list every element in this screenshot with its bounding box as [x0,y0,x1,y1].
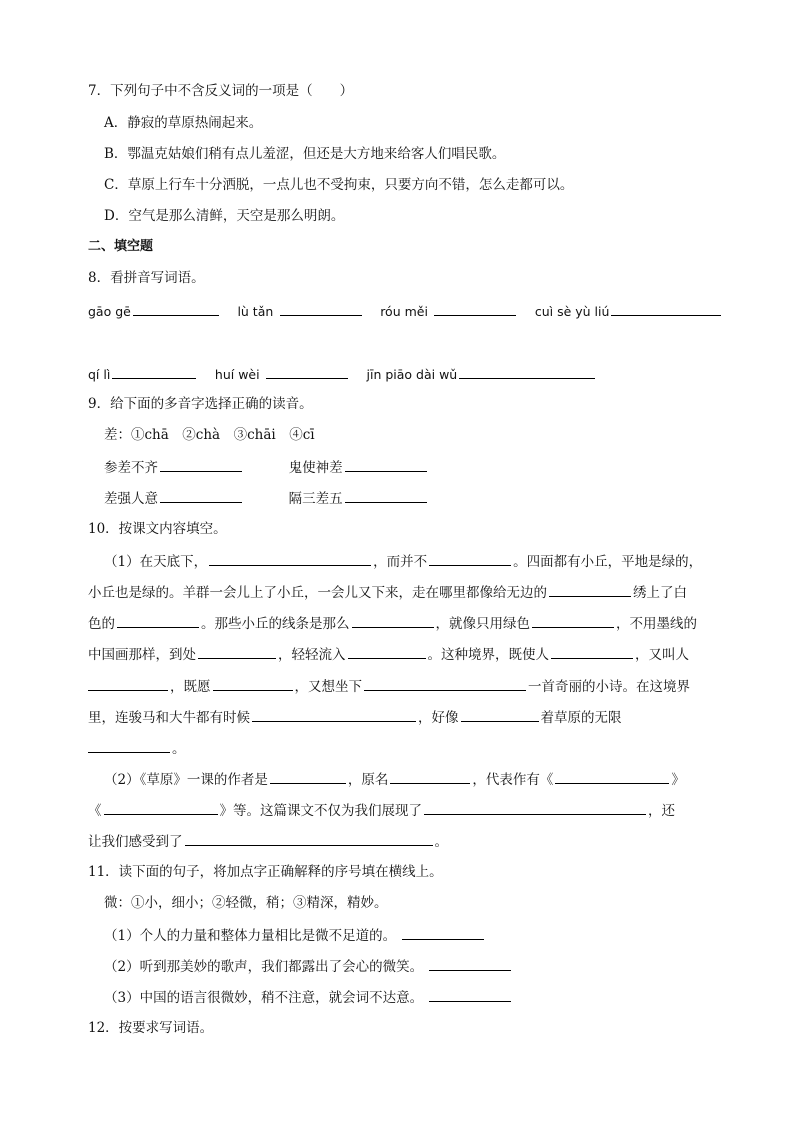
answer-blank[interactable] [266,364,348,379]
passage-text: 一首奇丽的小诗。在这境界 [528,679,690,695]
answer-blank[interactable] [160,488,242,503]
answer-blank[interactable] [429,987,511,1002]
answer-blank[interactable] [270,769,346,784]
q11-sentence: （1）个人的力量和整体力量相比是微不足道的。 [104,928,397,944]
passage-text: ，既愿 [170,679,211,695]
answer-blank[interactable] [209,551,371,566]
answer-blank[interactable] [611,301,721,316]
passage-text: ，原名 [347,772,389,788]
q10-p1-line2 [88,582,687,603]
q9-word: 隔三差五 [288,491,343,507]
pinyin-cuiseyuliu: cuì sè yù liú [534,304,610,319]
passage-text: 让我们感受到了 [88,834,183,850]
q7-option-c: C．草原上行车十分洒脱，一点儿也不受拘束，只要方向不错，怎么走都可以。 [104,177,574,193]
answer-blank[interactable] [555,769,669,784]
q11-sentence: （3）中国的语言很微妙，稍不注意，就会词不达意。 [104,990,424,1006]
answer-blank[interactable] [459,364,595,379]
passage-text: 》等。这篇课文不仅为我们展现了 [219,803,422,819]
q9-word: 鬼使神差 [288,460,343,476]
passage-text: 。 [172,741,186,757]
answer-blank[interactable] [198,644,276,659]
answer-blank[interactable] [352,613,434,628]
passage-text: 《 [88,803,102,819]
answer-blank[interactable] [185,831,433,846]
answer-blank[interactable] [364,676,526,691]
q7-option-b: B．鄂温克姑娘们稍有点儿羞涩，但还是大方地来给客人们唱民歌。 [104,146,506,162]
answer-blank[interactable] [133,301,219,316]
answer-blank[interactable] [160,457,242,472]
q8-row1 [88,301,723,322]
answer-blank[interactable] [112,364,196,379]
q11-item-3 [104,987,513,1008]
q9-char-line: 差：①chā ②chà ③chāi ④cī [104,427,315,443]
answer-blank[interactable] [104,800,218,815]
q10-p2-line3 [88,831,448,852]
answer-blank[interactable] [390,769,470,784]
pinyin-gaoge: gāo gē [88,304,131,319]
pinyin-qili: qí lì [88,367,111,382]
q9-word: 差强人意 [104,491,158,507]
q10-p1-line5 [88,676,690,697]
q7-option-d: D．空气是那么清鲜，天空是那么明朗。 [104,208,345,224]
passage-text: 小丘也是绿的。羊群一会儿上了小丘，一会儿又下来，走在哪里都像给无边的 [88,585,547,601]
answer-blank[interactable] [461,707,539,722]
q9-word: 参差不齐 [104,460,158,476]
q10-p2-line2 [88,800,675,821]
passage-text: 色的 [88,616,115,632]
q8-stem: 8．看拼音写词语。 [88,270,205,286]
pinyin-roumei: róu měi [380,304,428,319]
passage-text: ，又叫人 [635,647,689,663]
passage-text: ，轻轻流入 [278,647,346,663]
q11-sentence: （2）听到那美妙的歌声，我们都露出了会心的微笑。 [104,959,424,975]
passage-text: 》 [671,772,685,788]
q11-item-1 [104,925,486,946]
passage-text: ，还 [648,803,675,819]
passage-text: 着草原的无限 [540,710,622,726]
passage-text: ，代表作有《 [472,772,554,788]
passage-text: 。 [434,834,448,850]
passage-text: 。四面都有小丘，平地是绿的， [513,554,703,570]
passage-text: （2）《草原》一课的作者是 [104,772,268,788]
answer-blank[interactable] [551,644,633,659]
passage-text: 。这种境界，既使人 [427,647,549,663]
q10-p1-line7 [88,738,186,759]
passage-text: 。那些小丘的线条是那么 [201,616,350,632]
q10-p2-line1 [104,769,685,790]
answer-blank[interactable] [348,644,426,659]
q9-word-row1 [104,457,429,478]
q9-stem: 9．给下面的多音字选择正确的读音。 [88,396,313,412]
passage-text: ，就像只用绿色 [435,616,530,632]
answer-blank[interactable] [345,488,427,503]
q10-p1-line1 [104,551,702,572]
q7-stem: 7．下列句子中不含反义词的一项是（ ） [88,83,354,99]
answer-blank[interactable] [429,956,511,971]
answer-blank[interactable] [88,738,170,753]
answer-blank[interactable] [434,301,516,316]
passage-text: ，不用墨线的 [616,616,697,632]
passage-text: ，又想坐下 [294,679,362,695]
q10-stem: 10．按课文内容填空。 [88,521,227,537]
answer-blank[interactable] [252,707,416,722]
passage-text: ，而并不 [373,554,428,570]
answer-blank[interactable] [345,457,427,472]
passage-text: ，好像 [418,710,459,726]
section-heading-fill: 二、填空题 [88,239,154,254]
passage-text: 绣上了白 [633,585,687,601]
answer-blank[interactable] [402,925,484,940]
q10-p1-line6 [88,707,622,728]
q11-item-2 [104,956,513,977]
passage-text: 中国画那样，到处 [88,647,196,663]
pinyin-huiwei: huí wèi [214,367,260,382]
passage-text: 里，连骏马和大牛都有时候 [88,710,250,726]
answer-blank[interactable] [424,800,646,815]
answer-blank[interactable] [88,676,168,691]
answer-blank[interactable] [549,582,631,597]
pinyin-lutan: lù tǎn [237,304,274,319]
answer-blank[interactable] [213,676,293,691]
q10-p1-line3 [88,613,697,634]
q7-option-a: A．静寂的草原热闹起来。 [104,115,263,131]
answer-blank[interactable] [532,613,614,628]
answer-blank[interactable] [117,613,199,628]
passage-text: （1）在天底下， [104,554,208,570]
q11-stem: 11．读下面的句子，将加点字正确解释的序号填在横线上。 [88,864,443,880]
answer-blank[interactable] [429,551,511,566]
q9-word-row2 [104,488,429,509]
q10-p1-line4 [88,644,689,665]
q12-stem: 12．按要求写词语。 [88,1020,214,1036]
q11-meaning: 微：①小，细小；②轻微，稍；③精深，精妙。 [104,895,388,911]
q8-row2 [88,364,597,385]
pinyin-jinpiaodaiwu: jīn piāo dài wǔ [366,367,458,382]
answer-blank[interactable] [280,301,362,316]
